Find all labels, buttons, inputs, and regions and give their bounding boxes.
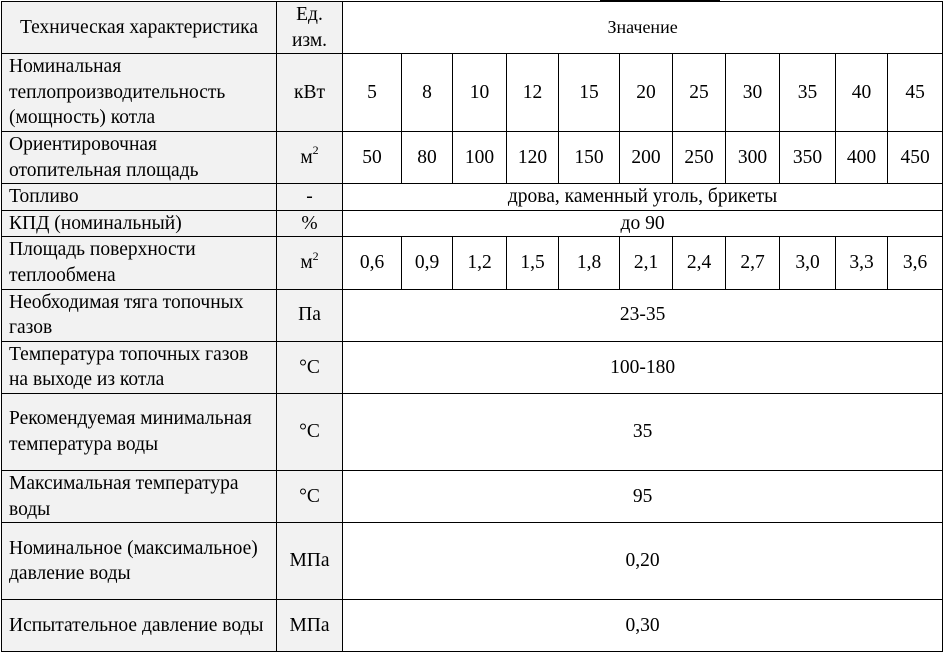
row-unit-text: Па [298, 304, 321, 326]
table-row [2, 131, 943, 183]
row-name: Температура топочных газов на выходе из котла [2, 341, 277, 393]
merged-value-cell: 23-35 [343, 289, 943, 341]
table-row [2, 600, 943, 652]
row-unit [277, 237, 343, 289]
value-cell: 80 [402, 131, 453, 183]
value-cell: 8 [402, 54, 453, 132]
header-row [2, 2, 943, 54]
header-characteristic: Техническая характеристика [2, 2, 277, 54]
value-cell: 350 [780, 131, 836, 183]
row-unit [277, 341, 343, 393]
merged-value-cell: дрова, каменный уголь, брикеты [343, 184, 943, 211]
value-cell: 45 [888, 54, 943, 132]
row-unit-text: кВт [293, 81, 325, 103]
row-unit [277, 184, 343, 211]
table-row [2, 210, 943, 237]
row-unit [277, 600, 343, 652]
header-unit: Ед. изм. [277, 2, 343, 54]
value-cell: 300 [726, 131, 780, 183]
value-cell: 50 [343, 131, 402, 183]
value-cell: 20 [620, 54, 673, 132]
row-unit-text: МПа [289, 550, 330, 572]
table-row [2, 289, 943, 341]
value-cell: 450 [888, 131, 943, 183]
header-value: Значение [343, 2, 943, 54]
value-cell: 2,7 [726, 237, 780, 289]
row-name: Необходимая тяга топочных газов [2, 289, 277, 341]
row-name: КПД (номинальный) [2, 210, 277, 237]
row-unit-text: °С [299, 421, 320, 443]
value-cell: 250 [673, 131, 726, 183]
value-cell: 40 [836, 54, 888, 132]
table-row [2, 470, 943, 522]
merged-value-cell: 35 [343, 393, 943, 470]
row-unit-text: м [300, 146, 313, 168]
merged-value-cell: 95 [343, 470, 943, 522]
value-cell: 10 [453, 54, 507, 132]
value-cell: 5 [343, 54, 402, 132]
table-row [2, 237, 943, 289]
row-unit [277, 54, 343, 132]
value-cell: 30 [726, 54, 780, 132]
row-name: Номинальное (максимальное) давление воды [2, 523, 277, 600]
value-cell: 2,1 [620, 237, 673, 289]
row-unit-text: °С [299, 356, 320, 378]
row-name: Ориентировочная отопительная площадь [2, 131, 277, 183]
row-unit-text: °С [299, 485, 320, 507]
row-unit [277, 393, 343, 470]
row-unit-text: % [301, 212, 318, 234]
value-cell: 3,0 [780, 237, 836, 289]
value-cell: 200 [620, 131, 673, 183]
table-row [2, 54, 943, 132]
row-name: Рекомендуемая минимальная температура воды [2, 393, 277, 470]
row-name: Максимальная температура воды [2, 470, 277, 522]
row-unit [277, 523, 343, 600]
table-row [2, 393, 943, 470]
row-name: Площадь поверхности теплообмена [2, 237, 277, 289]
row-unit-text: м [300, 252, 313, 274]
value-cell: 1,2 [453, 237, 507, 289]
merged-value-cell: 0,30 [343, 600, 943, 652]
table-row [2, 523, 943, 600]
table-row [2, 341, 943, 393]
row-name: Номинальная теплопроизводительность (мощность) котла [2, 54, 277, 132]
value-cell: 2,4 [673, 237, 726, 289]
row-unit-superscript: 2 [312, 143, 319, 158]
row-unit [277, 210, 343, 237]
row-name: Топливо [2, 184, 277, 211]
row-unit [277, 131, 343, 183]
value-cell: 400 [836, 131, 888, 183]
value-cell: 1,8 [559, 237, 620, 289]
value-cell: 35 [780, 54, 836, 132]
merged-value-cell: 100-180 [343, 341, 943, 393]
boiler-specs-table [1, 1, 943, 652]
value-cell: 100 [453, 131, 507, 183]
row-unit [277, 470, 343, 522]
row-unit-superscript: 2 [312, 248, 319, 263]
value-cell: 0,6 [343, 237, 402, 289]
table-row [2, 184, 943, 211]
row-unit-text: МПа [289, 614, 330, 636]
value-cell: 3,3 [836, 237, 888, 289]
value-cell: 3,6 [888, 237, 943, 289]
value-cell: 0,9 [402, 237, 453, 289]
merged-value-cell: до 90 [343, 210, 943, 237]
value-cell: 12 [507, 54, 559, 132]
value-cell: 150 [559, 131, 620, 183]
value-cell: 120 [507, 131, 559, 183]
table-body [2, 2, 943, 652]
value-cell: 25 [673, 54, 726, 132]
row-unit-text: - [306, 186, 313, 208]
row-unit [277, 289, 343, 341]
value-cell: 15 [559, 54, 620, 132]
value-cell: 1,5 [507, 237, 559, 289]
row-name: Испытательное давление воды [2, 600, 277, 652]
merged-value-cell: 0,20 [343, 523, 943, 600]
